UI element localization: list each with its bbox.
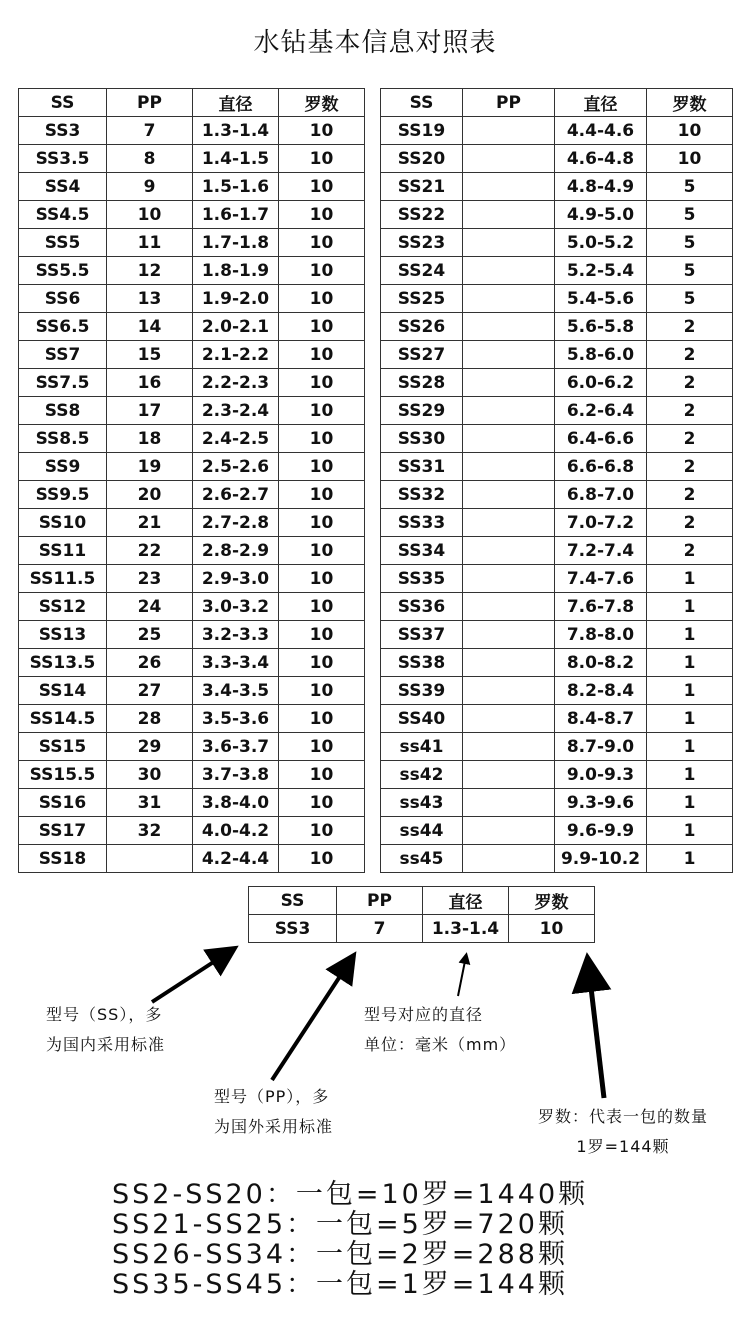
cell-ss: SS9.5	[19, 481, 107, 509]
cell-ss: ss42	[381, 761, 463, 789]
cell-diameter: 2.3-2.4	[193, 397, 279, 425]
cell-diameter: 5.6-5.8	[555, 313, 647, 341]
cell-luo-count: 10	[279, 425, 365, 453]
cell-diameter: 1.5-1.6	[193, 173, 279, 201]
cell-pp: 25	[107, 621, 193, 649]
cell-diameter: 7.4-7.6	[555, 565, 647, 593]
cell-luo-count: 2	[647, 425, 733, 453]
cell-ss: SS4	[19, 173, 107, 201]
header-diameter: 直径	[193, 89, 279, 117]
cell-luo-count: 10	[279, 509, 365, 537]
cell-diameter: 8.7-9.0	[555, 733, 647, 761]
cell-ss: SS39	[381, 677, 463, 705]
cell-luo-count: 1	[647, 761, 733, 789]
cell-ss: SS13.5	[19, 649, 107, 677]
cell-ss: SS7	[19, 341, 107, 369]
cell-ss: SS20	[381, 145, 463, 173]
cell-ss: ss41	[381, 733, 463, 761]
cell-diameter: 5.4-5.6	[555, 285, 647, 313]
cell-pp: 10	[107, 201, 193, 229]
cell-diameter: 5.0-5.2	[555, 229, 647, 257]
cell-pp: 12	[107, 257, 193, 285]
cell-pp: 18	[107, 425, 193, 453]
cell-luo-count: 10	[647, 117, 733, 145]
cell-luo-count: 10	[279, 789, 365, 817]
cell-diameter: 2.5-2.6	[193, 453, 279, 481]
note-luo-count	[506, 1102, 740, 1162]
cell-luo-count: 5	[647, 173, 733, 201]
cell-diameter: 2.6-2.7	[193, 481, 279, 509]
cell-luo-count: 2	[647, 453, 733, 481]
cell-ss: SS33	[381, 509, 463, 537]
cell-ss: SS6.5	[19, 313, 107, 341]
cell-ss: SS11.5	[19, 565, 107, 593]
header-diameter: 直径	[555, 89, 647, 117]
example-cell-pp: 7	[337, 915, 423, 943]
cell-luo-count: 10	[279, 733, 365, 761]
cell-ss: SS18	[19, 845, 107, 873]
cell-luo-count: 10	[279, 397, 365, 425]
cell-diameter: 2.4-2.5	[193, 425, 279, 453]
cell-diameter: 8.2-8.4	[555, 677, 647, 705]
cell-ss: SS11	[19, 537, 107, 565]
cell-ss: SS7.5	[19, 369, 107, 397]
cell-ss: SS34	[381, 537, 463, 565]
cell-luo-count: 1	[647, 565, 733, 593]
note-pp-line1: 型号（PP），多	[214, 1087, 330, 1106]
example-cell-diameter: 1.3-1.4	[423, 915, 509, 943]
cell-luo-count: 10	[279, 257, 365, 285]
cell-luo-count: 10	[279, 173, 365, 201]
cell-luo-count: 5	[647, 229, 733, 257]
cell-ss: SS29	[381, 397, 463, 425]
cell-luo-count: 2	[647, 313, 733, 341]
cell-diameter: 3.7-3.8	[193, 761, 279, 789]
cell-luo-count: 1	[647, 705, 733, 733]
cell-ss: SS14.5	[19, 705, 107, 733]
cell-ss: SS14	[19, 677, 107, 705]
cell-luo-count: 2	[647, 397, 733, 425]
cell-pp: 7	[107, 117, 193, 145]
cell-pp: 11	[107, 229, 193, 257]
cell-luo-count: 1	[647, 789, 733, 817]
cell-pp: 23	[107, 565, 193, 593]
cell-diameter: 3.5-3.6	[193, 705, 279, 733]
cell-luo-count: 10	[279, 285, 365, 313]
cell-ss: SS37	[381, 621, 463, 649]
note-ss-line1: 型号（SS），多	[46, 1005, 163, 1024]
arrow-pp-icon	[272, 958, 352, 1080]
cell-luo-count: 10	[279, 565, 365, 593]
cell-diameter: 1.6-1.7	[193, 201, 279, 229]
cell-diameter: 1.4-1.5	[193, 145, 279, 173]
cell-diameter: 2.0-2.1	[193, 313, 279, 341]
cell-ss: SS32	[381, 481, 463, 509]
note-diameter-line2: 单位：毫米（mm）	[364, 1035, 517, 1054]
cell-diameter: 9.6-9.9	[555, 817, 647, 845]
cell-diameter: 6.6-6.8	[555, 453, 647, 481]
cell-luo-count: 10	[279, 313, 365, 341]
cell-diameter: 7.6-7.8	[555, 593, 647, 621]
cell-ss: SS28	[381, 369, 463, 397]
cell-pp: 28	[107, 705, 193, 733]
cell-diameter: 3.3-3.4	[193, 649, 279, 677]
cell-diameter: 8.0-8.2	[555, 649, 647, 677]
cell-diameter: 6.0-6.2	[555, 369, 647, 397]
cell-luo-count: 1	[647, 733, 733, 761]
cell-luo-count: 10	[279, 145, 365, 173]
note-luo-count-line2: 1罗=144颗	[576, 1137, 670, 1156]
cell-pp: 16	[107, 369, 193, 397]
cell-ss: ss44	[381, 817, 463, 845]
cell-luo-count: 1	[647, 817, 733, 845]
cell-diameter: 9.0-9.3	[555, 761, 647, 789]
cell-diameter: 3.8-4.0	[193, 789, 279, 817]
cell-diameter: 6.8-7.0	[555, 481, 647, 509]
package-summary	[112, 1180, 588, 1300]
cell-pp: 19	[107, 453, 193, 481]
cell-pp: 15	[107, 341, 193, 369]
cell-luo-count: 10	[279, 537, 365, 565]
cell-ss: SS8.5	[19, 425, 107, 453]
cell-pp: 31	[107, 789, 193, 817]
cell-luo-count: 2	[647, 537, 733, 565]
cell-ss: SS38	[381, 649, 463, 677]
cell-luo-count: 1	[647, 593, 733, 621]
cell-diameter: 4.6-4.8	[555, 145, 647, 173]
header-ss: SS	[19, 89, 107, 117]
cell-luo-count: 1	[647, 649, 733, 677]
note-pp-line2: 为国外采用标准	[214, 1117, 334, 1136]
cell-ss: SS35	[381, 565, 463, 593]
header-pp: PP	[463, 89, 555, 117]
summary-line: SS26-SS34：一包=2罗=288颗	[112, 1239, 568, 1270]
arrow-ss-icon	[152, 950, 232, 1002]
cell-ss: SS27	[381, 341, 463, 369]
cell-luo-count: 2	[647, 341, 733, 369]
cell-pp: 32	[107, 817, 193, 845]
cell-pp: 29	[107, 733, 193, 761]
cell-luo-count: 10	[279, 761, 365, 789]
cell-luo-count: 2	[647, 369, 733, 397]
cell-diameter: 9.3-9.6	[555, 789, 647, 817]
cell-diameter: 6.4-6.6	[555, 425, 647, 453]
summary-line: SS21-SS25：一包=5罗=720颗	[112, 1209, 568, 1240]
cell-diameter: 9.9-10.2	[555, 845, 647, 873]
cell-ss: SS16	[19, 789, 107, 817]
cell-diameter: 7.8-8.0	[555, 621, 647, 649]
arrow-diameter-icon	[458, 956, 466, 996]
example-header-pp: PP	[337, 887, 423, 915]
header-ss: SS	[381, 89, 463, 117]
note-pp	[214, 1082, 333, 1142]
cell-diameter: 3.2-3.3	[193, 621, 279, 649]
page-title: 水钻基本信息对照表	[253, 28, 497, 58]
cell-pp: 30	[107, 761, 193, 789]
cell-pp: 22	[107, 537, 193, 565]
cell-diameter: 5.8-6.0	[555, 341, 647, 369]
cell-pp: 8	[107, 145, 193, 173]
cell-diameter: 8.4-8.7	[555, 705, 647, 733]
cell-pp: 20	[107, 481, 193, 509]
cell-luo-count: 5	[647, 285, 733, 313]
cell-luo-count: 1	[647, 677, 733, 705]
cell-ss: SS19	[381, 117, 463, 145]
note-ss-line2: 为国内采用标准	[46, 1035, 166, 1054]
cell-ss: SS31	[381, 453, 463, 481]
cell-diameter: 2.1-2.2	[193, 341, 279, 369]
cell-diameter: 3.6-3.7	[193, 733, 279, 761]
cell-diameter: 5.2-5.4	[555, 257, 647, 285]
cell-luo-count: 10	[279, 369, 365, 397]
cell-ss: SS24	[381, 257, 463, 285]
cell-pp: 21	[107, 509, 193, 537]
cell-luo-count: 1	[647, 621, 733, 649]
cell-luo-count: 10	[647, 145, 733, 173]
cell-diameter: 1.8-1.9	[193, 257, 279, 285]
cell-ss: ss43	[381, 789, 463, 817]
cell-ss: SS40	[381, 705, 463, 733]
example-cell-ss: SS3	[249, 915, 337, 943]
cell-ss: SS25	[381, 285, 463, 313]
cell-pp: 24	[107, 593, 193, 621]
cell-luo-count: 10	[279, 705, 365, 733]
cell-ss: SS4.5	[19, 201, 107, 229]
cell-luo-count: 2	[647, 481, 733, 509]
note-diameter-line1: 型号对应的直径	[364, 1005, 484, 1024]
cell-ss: SS8	[19, 397, 107, 425]
cell-diameter: 1.7-1.8	[193, 229, 279, 257]
cell-diameter: 3.4-3.5	[193, 677, 279, 705]
cell-luo-count: 10	[279, 117, 365, 145]
cell-ss: SS9	[19, 453, 107, 481]
cell-pp: 13	[107, 285, 193, 313]
example-header-diameter: 直径	[423, 887, 509, 915]
cell-ss: SS26	[381, 313, 463, 341]
cell-diameter: 2.9-3.0	[193, 565, 279, 593]
cell-luo-count: 10	[279, 621, 365, 649]
cell-diameter: 4.0-4.2	[193, 817, 279, 845]
cell-ss: SS36	[381, 593, 463, 621]
example-cell-luo-count: 10	[509, 915, 595, 943]
cell-ss: SS3.5	[19, 145, 107, 173]
cell-diameter: 7.0-7.2	[555, 509, 647, 537]
cell-luo-count: 10	[279, 677, 365, 705]
cell-diameter: 4.9-5.0	[555, 201, 647, 229]
cell-ss: SS12	[19, 593, 107, 621]
cell-pp: 14	[107, 313, 193, 341]
cell-luo-count: 10	[279, 817, 365, 845]
cell-ss: SS22	[381, 201, 463, 229]
arrow-luo-count-icon	[588, 962, 604, 1098]
example-header-luo-count: 罗数	[509, 887, 595, 915]
cell-diameter: 2.2-2.3	[193, 369, 279, 397]
note-luo-count-line1: 罗数：代表一包的数量	[537, 1107, 708, 1126]
cell-luo-count: 5	[647, 257, 733, 285]
cell-ss: SS3	[19, 117, 107, 145]
cell-ss: SS5.5	[19, 257, 107, 285]
cell-ss: ss45	[381, 845, 463, 873]
cell-ss: SS10	[19, 509, 107, 537]
cell-diameter: 2.8-2.9	[193, 537, 279, 565]
cell-pp: 26	[107, 649, 193, 677]
cell-pp: 9	[107, 173, 193, 201]
header-luo-count: 罗数	[647, 89, 733, 117]
summary-line: SS35-SS45：一包=1罗=144颗	[112, 1269, 568, 1300]
cell-diameter: 3.0-3.2	[193, 593, 279, 621]
cell-luo-count: 10	[279, 481, 365, 509]
summary-line: SS2-SS20：一包=10罗=1440颗	[112, 1179, 589, 1210]
cell-diameter: 6.2-6.4	[555, 397, 647, 425]
cell-ss: SS21	[381, 173, 463, 201]
note-ss	[46, 1000, 165, 1060]
cell-diameter: 2.7-2.8	[193, 509, 279, 537]
cell-luo-count: 10	[279, 649, 365, 677]
note-diameter	[364, 1000, 516, 1060]
cell-luo-count: 10	[279, 341, 365, 369]
cell-pp: 17	[107, 397, 193, 425]
cell-ss: SS13	[19, 621, 107, 649]
cell-diameter: 1.9-2.0	[193, 285, 279, 313]
cell-pp: 27	[107, 677, 193, 705]
cell-diameter: 4.2-4.4	[193, 845, 279, 873]
cell-luo-count: 10	[279, 201, 365, 229]
cell-luo-count: 10	[279, 845, 365, 873]
cell-ss: SS23	[381, 229, 463, 257]
cell-luo-count: 5	[647, 201, 733, 229]
cell-diameter: 1.3-1.4	[193, 117, 279, 145]
cell-luo-count: 2	[647, 509, 733, 537]
header-pp: PP	[107, 89, 193, 117]
cell-ss: SS5	[19, 229, 107, 257]
cell-luo-count: 1	[647, 845, 733, 873]
header-luo-count: 罗数	[279, 89, 365, 117]
example-header-ss: SS	[249, 887, 337, 915]
cell-diameter: 7.2-7.4	[555, 537, 647, 565]
cell-diameter: 4.8-4.9	[555, 173, 647, 201]
cell-ss: SS15.5	[19, 761, 107, 789]
cell-ss: SS6	[19, 285, 107, 313]
cell-luo-count: 10	[279, 593, 365, 621]
cell-diameter: 4.4-4.6	[555, 117, 647, 145]
cell-luo-count: 10	[279, 229, 365, 257]
cell-ss: SS15	[19, 733, 107, 761]
cell-ss: SS30	[381, 425, 463, 453]
cell-luo-count: 10	[279, 453, 365, 481]
cell-ss: SS17	[19, 817, 107, 845]
